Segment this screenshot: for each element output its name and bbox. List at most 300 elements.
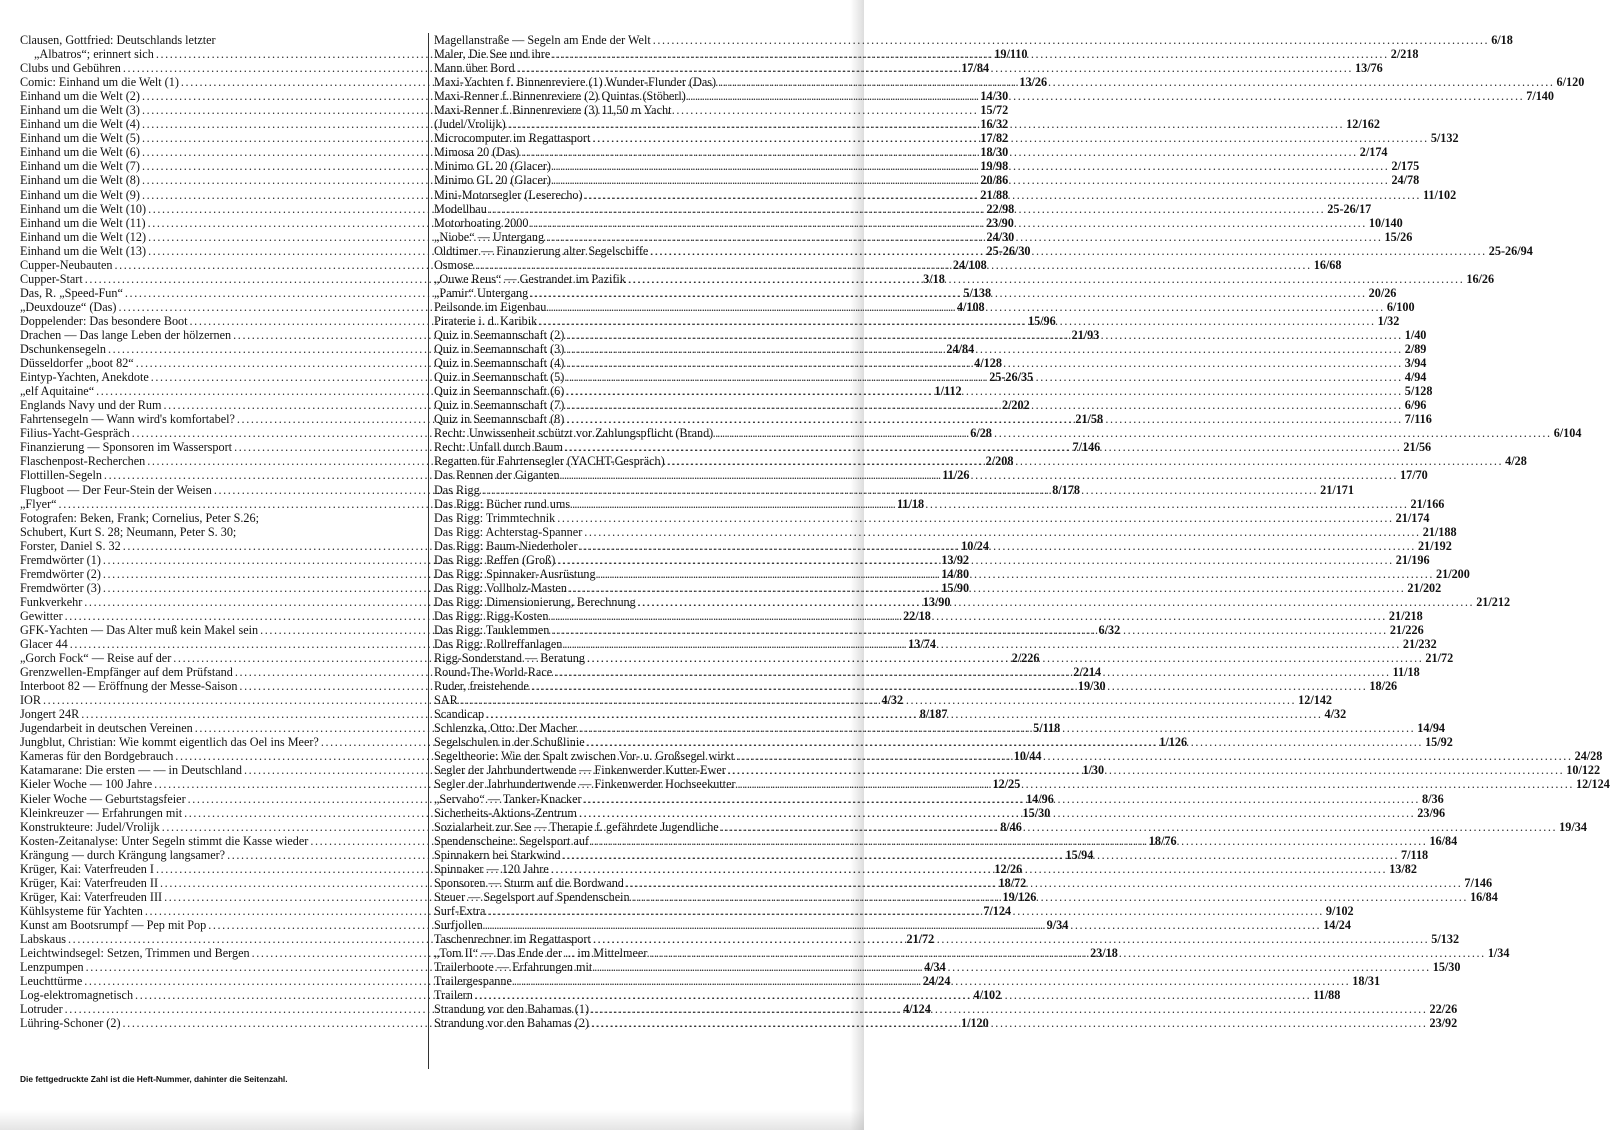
entry-title: Das Rigg: Baum-Niederholer (434, 538, 578, 553)
entry-title: Lotruder (20, 1002, 63, 1017)
entry-reference: 4/32 (1324, 707, 1347, 722)
entry-reference: 16/26 (1466, 271, 1495, 286)
entry-reference: 6/100 (1386, 299, 1415, 314)
entry-reference: 13/76 (1355, 61, 1383, 76)
entry-reference: 7/140 (1526, 89, 1554, 104)
entry-title: Spendenscheine: Segelsport auf (434, 833, 590, 848)
entry-title: Minimo GL 20 (Glacer) (434, 173, 551, 188)
entry-title: Sponsoren — Sturm auf die Bordwand (434, 875, 624, 890)
entry-reference: 4/94 (1404, 370, 1427, 385)
entry-reference: 14/30 (980, 89, 1009, 104)
dot-leader (592, 131, 1428, 145)
entry-title: Ruder, freistehende (434, 679, 529, 694)
dot-leader (564, 637, 1400, 651)
entry-title: Das, R. „Speed-Fun“ (20, 285, 123, 300)
entry-reference: 16/84 (1470, 889, 1498, 904)
entry-reference: 22/26 (1429, 1002, 1458, 1017)
entry-reference: 1/112 (934, 384, 962, 399)
entry-reference: 6/28 (970, 426, 992, 441)
entry-title: Kameras für den Bordgebrauch (20, 749, 174, 764)
entry-title: Einhand um die Welt (7) (20, 159, 140, 174)
dot-leader (554, 665, 1390, 679)
entry-reference: 17/70 (1400, 468, 1428, 483)
entry-reference: 1/34 (1487, 946, 1510, 961)
entry-title: Taschenrechner im Regattasport (434, 932, 591, 946)
entry-reference: 6/120 (1556, 75, 1585, 90)
entry-reference: 8/36 (1422, 791, 1444, 806)
entry-reference: 15/30 (1432, 960, 1461, 975)
entry-reference: 7/116 (1404, 412, 1432, 427)
entry-reference: 18/26 (1369, 679, 1398, 694)
entry-title: Trailern (434, 988, 473, 1003)
entry-title: Clubs und Gebühren (20, 61, 121, 76)
entry-reference: 21/174 (1395, 510, 1430, 525)
entry-title: Steuer — Segelsport auf Spendenschein (434, 889, 630, 904)
entry-title: Cupper-Start (20, 271, 83, 286)
entry-reference: 5/138 (963, 285, 992, 300)
dot-leader (593, 932, 1429, 946)
entry-title: Minimo GL 20 (Glacer) (434, 159, 551, 174)
dot-leader (530, 286, 1366, 300)
entry-reference: 24/28 (1574, 749, 1603, 764)
entry-title: Krüger, Kai: Vaterfreuden III (20, 889, 163, 904)
entry-title: Leichtwindsegel: Setzen, Trimmen und Bergen (20, 946, 250, 961)
entry-title: Sicherheits-Aktions-Zentrum (434, 805, 577, 820)
dot-leader (551, 623, 1387, 637)
entry-title: „Niobe“ — Untergang (434, 229, 545, 244)
entry-reference: 21/88 (980, 187, 1009, 202)
entry-reference: 20/26 (1368, 285, 1397, 300)
dot-leader (718, 75, 1554, 89)
entry-title: Einhand um die Welt (4) (20, 117, 140, 132)
entry-title: Das Rigg: Vollholz-Masten (434, 580, 567, 595)
entry-title: Magellanstraße — Segeln am Ende der Welt (434, 33, 651, 47)
entry-title: Einhand um die Welt (9) (20, 187, 140, 202)
dot-leader (598, 567, 1434, 581)
entry-reference: 19/34 (1559, 819, 1587, 834)
dot-leader (557, 553, 1393, 567)
entry-title: „Ouwe Reus“ — Gestrandet im Pazifik (434, 271, 626, 286)
entry-reference: 10/140 (1368, 215, 1403, 230)
entry-reference: 7/118 (1401, 847, 1429, 862)
entry-reference: 7/124 (983, 903, 1012, 918)
entry-title: Englands Navy und der Rum (20, 398, 162, 413)
entry-title: „Flyer“ (20, 496, 57, 511)
entry-title: Düsseldorfer „boot 82“ (20, 356, 134, 371)
entry-title: Interboot 82 — Eröffnung der Messe-Saison (20, 679, 238, 694)
entry-title: Mini-Motorsegler (Leserecho) (434, 187, 583, 202)
entry-title: Labskaus (20, 932, 67, 946)
entry-reference: 15/90 (941, 580, 970, 595)
dot-leader (626, 876, 1462, 890)
entry-title: Fremdwörter (1) (20, 552, 101, 567)
entry-title: Einhand um die Welt (8) (20, 173, 140, 188)
dot-leader (653, 33, 1489, 47)
entry-reference: 23/96 (1417, 805, 1446, 820)
entry-title: Das Rigg: Rigg-Kosten (434, 608, 549, 623)
index-entry (434, 33, 1513, 47)
dot-leader (489, 202, 1325, 216)
dot-leader (587, 651, 1423, 665)
entry-title: Finanzierung — Sponsoren im Wassersport (20, 440, 233, 455)
entry-title: Kühlsysteme für Yachten (20, 903, 143, 918)
entry-reference: 8/46 (1000, 819, 1022, 834)
entry-reference: 9/102 (1325, 903, 1354, 918)
entry-title: Das Rigg: Trimmtechnik (434, 510, 556, 525)
entry-title: Sozialarbeit zur See — Therapie f. gefährdete Jugendliche (434, 819, 719, 834)
entry-title: Flaschenpost-Recherchen (20, 454, 146, 469)
entry-reference: 4/108 (956, 299, 985, 314)
entry-reference: 14/24 (1323, 917, 1351, 932)
entry-title: Einhand um die Welt (3) (20, 103, 140, 118)
entry-reference: 19/98 (980, 159, 1009, 174)
entry-reference: 2/208 (985, 454, 1014, 469)
dot-leader (721, 820, 1557, 834)
entry-reference: 11/18 (1392, 665, 1420, 680)
entry-reference: 2/89 (1404, 342, 1427, 357)
entry-title: Fremdwörter (3) (20, 580, 101, 595)
entry-title: Das Rigg (434, 482, 480, 497)
entry-title: Lenzpumpen (20, 960, 84, 975)
dot-leader (566, 384, 1402, 398)
entry-title: Krüger, Kai: Vaterfreuden I (20, 861, 154, 876)
entry-reference: 21/200 (1436, 566, 1470, 581)
dot-leader (539, 314, 1375, 328)
dot-leader (557, 511, 1393, 525)
entry-reference: 12/26 (994, 861, 1023, 876)
entry-title: Recht: Unfall durch Baum (434, 440, 563, 455)
entry-reference: 6/96 (1404, 398, 1427, 413)
dot-leader (587, 735, 1423, 749)
entry-reference: 14/96 (1026, 791, 1054, 806)
dot-leader (553, 159, 1389, 173)
dot-leader (632, 890, 1468, 904)
index-entry (434, 524, 1457, 539)
entry-reference: 21/188 (1422, 524, 1457, 539)
entry-title: Fremdwörter (2) (20, 566, 101, 581)
entry-title: Grenzwellen-Empfänger auf dem Prüfstand (20, 665, 233, 680)
entry-reference: 21/212 (1476, 594, 1511, 609)
entry-title: Quiz in Seemannschaft (7) (434, 398, 565, 413)
entry-reference: 15/26 (1384, 229, 1413, 244)
entry-reference: 21/202 (1407, 580, 1442, 595)
dot-leader (594, 960, 1430, 974)
entry-reference: 13/26 (1019, 75, 1048, 90)
dot-leader (552, 47, 1388, 61)
entry-title: Leuchttürme (20, 974, 83, 989)
entry-title: Quiz in Seemannschaft (8) (434, 412, 565, 427)
entry-reference: 21/93 (1071, 327, 1100, 342)
entry-title: „Albatros“; erinnert sich (34, 47, 154, 62)
dot-leader (566, 398, 1402, 412)
entry-title: Recht: Unwissenheit schützt vor Zahlungspflicht (Brand) (434, 426, 714, 441)
entry-title: Konstrukteure: Judel/Vrolijk (20, 819, 160, 834)
page-edge-shadow (850, 0, 864, 1130)
entry-reference: 4/128 (974, 356, 1002, 371)
entry-title: (Judel/Vrolijk) (434, 117, 506, 132)
entry-title: Kosten-Zeitanalyse: Unter Segeln stimmt die Kasse wieder (20, 833, 309, 848)
entry-title: Scandicap (434, 707, 485, 722)
entry-title: Quiz in Seemannschaft (5) (434, 370, 565, 385)
entry-reference: 2/218 (1390, 47, 1419, 62)
entry-title: Modellbau (434, 201, 487, 216)
dot-leader (667, 454, 1503, 468)
entry-reference: 20/86 (980, 173, 1009, 188)
entry-title: Segelschulen in der Schußlinie (434, 735, 585, 750)
dot-leader (548, 300, 1384, 314)
column-divider (428, 33, 429, 1069)
entry-title: Spinnaker — 120 Jahre (434, 861, 549, 876)
entry-reference: 3/94 (1404, 356, 1427, 371)
entry-title: Funkverkehr (20, 594, 83, 609)
entry-title: Kleinkreuzer — Erfahrungen mit (20, 805, 183, 820)
entry-title: „elf Aquitaine“ (20, 384, 95, 399)
entry-title: Maxi-Yachten f. Binnenreviere (1) Wunder-Flunder (Das) (434, 75, 717, 90)
entry-reference: 2/202 (1001, 398, 1030, 413)
dot-leader (553, 173, 1389, 187)
dot-leader (563, 848, 1399, 862)
entry-title: Dschunkensegeln (20, 342, 106, 357)
entry-reference: 10/44 (1013, 749, 1042, 764)
entry-reference: 14/80 (941, 566, 970, 581)
entry-title: Osmose (434, 257, 474, 272)
dot-leader (566, 370, 1402, 384)
dot-leader (562, 468, 1398, 482)
entry-title: Quiz in Seemannschaft (2) (434, 327, 565, 342)
entry-title: Einhand um die Welt (13) (20, 243, 147, 258)
entry-title: Einhand um die Welt (10) (20, 201, 147, 216)
entry-reference: 7/146 (1072, 440, 1101, 455)
entry-reference: 21/232 (1402, 637, 1437, 652)
entry-reference: 16/32 (980, 117, 1009, 132)
entry-title: „Tom II“ — Das Ende der ... im Mittelmeer (434, 946, 648, 961)
entry-reference: 12/162 (1346, 117, 1380, 132)
entry-reference: 4/28 (1505, 454, 1527, 469)
entry-reference: 12/142 (1298, 693, 1333, 708)
entry-reference: 5/128 (1404, 384, 1433, 399)
entry-reference: 25-26/35 (989, 370, 1034, 385)
dot-leader (688, 89, 1524, 103)
dot-leader (514, 974, 1350, 988)
entry-reference: 7/146 (1464, 875, 1493, 890)
entry-reference: 24/84 (946, 342, 975, 357)
dot-leader (530, 216, 1366, 230)
dot-leader (649, 946, 1485, 960)
entry-title: Trailerboote — Erfahrungen mit (434, 960, 593, 975)
entry-reference: 4/34 (924, 960, 946, 975)
entry-title: „Deuxdouze“ (Das) (20, 299, 117, 314)
entry-reference: 13/92 (941, 552, 970, 567)
entry-reference: 2/174 (1359, 145, 1388, 160)
entry-title: Cupper-Neubauten (20, 257, 113, 272)
entry-reference: 16/84 (1429, 833, 1458, 848)
entry-title: Spinnakern bei Starkwind (434, 847, 561, 862)
entry-reference: 23/18 (1090, 946, 1118, 961)
entry-title: Einhand um die Welt (2) (20, 89, 140, 104)
entry-reference: 5/132 (1430, 131, 1459, 146)
entry-reference: 8/178 (1052, 482, 1081, 497)
entry-reference: 25-26/94 (1488, 243, 1533, 258)
entry-reference: 13/82 (1389, 861, 1417, 876)
entry-title: Filius-Yacht-Gespräch (20, 426, 130, 441)
dot-leader (584, 792, 1420, 806)
entry-title: Das Rigg: Tauklemmen (434, 622, 550, 637)
dot-leader (475, 258, 1311, 272)
entry-reference: 18/76 (1148, 833, 1177, 848)
entry-reference: 23/92 (1429, 1016, 1458, 1031)
dot-leader (475, 988, 1311, 1002)
entry-title: Surf-Extra (434, 903, 486, 918)
entry-title: SAR (434, 693, 458, 708)
entry-title: Schlenzka, Otto: Der Macher (434, 721, 577, 736)
entry-title: Surfjollen (434, 917, 483, 932)
entry-title: Kieler Woche — 100 Jahre (20, 777, 153, 792)
entry-title: „Gorch Fock“ — Reise auf der (20, 651, 172, 666)
entry-title: Maxi-Renner f. Binnenreviere (2) Quintas (Stöberl) (434, 89, 686, 104)
entry-title: Das Rigg: Achterstag-Spanner (434, 524, 583, 539)
index-entry-text: Clausen, Gottfried: Deutschlands letzter (20, 33, 216, 47)
entry-title: Das Rigg: Dimensionierung, Berechnung (434, 594, 636, 609)
entry-reference: 24/108 (952, 257, 987, 272)
entry-reference: 21/58 (1075, 412, 1104, 427)
entry-reference: 3/18 (923, 271, 945, 286)
entry-reference: 11/18 (896, 496, 925, 511)
entry-reference: 15/92 (1425, 735, 1453, 750)
entry-title: Das Rigg: Reffen (Groß) (434, 552, 556, 567)
entry-reference: 21/192 (1417, 538, 1452, 553)
index-entry-text: Schubert, Kurt S. 28; Neumann, Peter S. 30; (20, 524, 237, 539)
entry-reference: 18/30 (980, 145, 1009, 160)
entry-reference: 5/132 (1431, 932, 1460, 946)
entry-title: Trailergespanne (434, 974, 512, 989)
entry-reference: 19/110 (994, 47, 1028, 62)
index-entry (434, 510, 1430, 525)
entry-reference: 1/40 (1404, 327, 1427, 342)
dot-leader (517, 61, 1353, 75)
entry-title: Forster, Daniel S. 32 (20, 538, 121, 553)
entry-reference: 25-26/17 (1327, 201, 1372, 216)
entry-title: Comic: Einhand um die Welt (1) (20, 75, 179, 90)
dot-leader (551, 862, 1387, 876)
dot-leader (566, 328, 1402, 342)
dot-leader (531, 679, 1367, 693)
entry-title: Kunst am Bootsrumpf — Pep mit Pop (20, 917, 207, 932)
entry-title: Flugboot — Der Feur-Stein der Weisen (20, 482, 212, 497)
entry-title: Fahrtensegeln — Wann wird's komfortabel? (20, 412, 235, 427)
entry-reference: 11/102 (1423, 187, 1457, 202)
entry-title: Quiz in Seemannschaft (4) (434, 356, 565, 371)
entry-title: Einhand um die Welt (12) (20, 229, 147, 244)
dot-leader (715, 426, 1551, 440)
entry-title: Microcomputer im Regattasport (434, 131, 591, 146)
entry-reference: 1/126 (1159, 735, 1188, 750)
entry-reference: 4/32 (881, 693, 904, 708)
entry-title: Quiz in Seemannschaft (3) (434, 342, 565, 357)
entry-reference: 16/68 (1313, 257, 1342, 272)
entry-reference: 18/72 (998, 875, 1027, 890)
entry-title: Krüger, Kai: Vaterfreuden II (20, 875, 159, 890)
entry-reference: 11/26 (942, 468, 970, 483)
entry-reference: 1/120 (960, 1016, 989, 1031)
entry-reference: 24/78 (1391, 173, 1420, 188)
entry-reference: 4/102 (973, 988, 1002, 1003)
entry-reference: 4/124 (903, 1002, 931, 1017)
entry-title: Oldtimer — Finanzierung alter Segelschiffe (434, 243, 649, 258)
dot-leader (550, 609, 1386, 623)
entry-title: Maler, Die See und ihre (434, 47, 551, 62)
entry-reference: 8/187 (919, 707, 948, 722)
entry-reference: 15/72 (980, 103, 1009, 118)
entry-title: Eintyp-Yachten, Anekdote (20, 370, 149, 385)
entry-title: Das Rigg: Rollreffanlagen (434, 637, 563, 652)
dot-leader (585, 188, 1421, 202)
entry-title: Mann über Bord (434, 61, 515, 76)
entry-title: Das Rigg: Bücher rund ums (434, 496, 571, 511)
entry-title: Gewitter (20, 608, 63, 623)
entry-title: Quiz in Seemannschaft (6) (434, 384, 565, 399)
dot-leader (460, 693, 1296, 707)
entry-reference: 21/72 (906, 932, 935, 946)
entry-reference: 13/90 (922, 594, 951, 609)
entry-reference: 21/56 (1403, 440, 1432, 455)
footnote: Die fettgedruckte Zahl ist die Heft-Nummer, dahinter die Seitenzahl. (20, 1074, 288, 1084)
dot-leader (580, 539, 1416, 553)
entry-reference: 6/104 (1553, 426, 1582, 441)
dot-leader (591, 1002, 1427, 1016)
dot-leader (579, 806, 1415, 820)
entry-title: Einhand um die Welt (6) (20, 145, 140, 160)
entry-title: Piraterie i. d. Karibik (434, 313, 538, 328)
entry-reference: 24/24 (922, 974, 951, 989)
entry-title: Krängung — durch Krängung langsamer? (20, 847, 226, 862)
dot-leader (572, 497, 1408, 511)
entry-title: Jongert 24R (20, 707, 80, 722)
entry-title: Round-The-World-Race (434, 665, 553, 680)
entry-reference: 6/32 (1098, 622, 1121, 637)
entry-reference: 21/166 (1410, 496, 1445, 511)
dot-leader (650, 244, 1486, 258)
entry-reference: 15/94 (1065, 847, 1094, 862)
entry-title: Katamarane: Die ersten — — in Deutschland (20, 763, 243, 778)
dot-leader (546, 230, 1382, 244)
entry-reference: 13/74 (908, 637, 936, 652)
dot-leader (482, 483, 1318, 497)
entry-title: Segeltheorie: Wie der Spalt zwischen Vor- u. Großsegel wirkt (434, 749, 735, 764)
entry-reference: 1/32 (1377, 313, 1400, 328)
entry-reference: 22/18 (903, 608, 931, 623)
entry-title: Jungblut, Christian: Wie kommt eigentlich das Oel ins Meer? (20, 735, 319, 750)
index-entry-text: Fotografen: Beken, Frank; Cornelius, Peter S.26; (20, 510, 259, 525)
entry-title: Das Rennen der Giganten (434, 468, 560, 483)
entry-title: Motorboating 2000 (434, 215, 529, 230)
entry-reference: 22/98 (986, 201, 1015, 216)
entry-title: Peilsonde im Eigenbau (434, 299, 547, 314)
entry-reference: 1/30 (1082, 763, 1105, 778)
page-bottom-shadow (0, 1110, 864, 1130)
entry-reference: 2/175 (1391, 159, 1420, 174)
dot-leader (521, 145, 1357, 159)
entry-reference: 9/34 (1046, 917, 1069, 932)
dot-leader (628, 272, 1464, 286)
entry-title: Strandung vor den Bahamas (1) (434, 1002, 590, 1017)
entry-reference: 6/18 (1491, 33, 1513, 47)
dot-leader (638, 595, 1474, 609)
dot-leader (487, 904, 1323, 918)
dot-leader (565, 440, 1401, 454)
entry-reference: 19/126 (1002, 889, 1037, 904)
entry-title: Drachen — Das lange Leben der hölzernen (20, 327, 232, 342)
entry-reference: 14/94 (1417, 721, 1446, 736)
